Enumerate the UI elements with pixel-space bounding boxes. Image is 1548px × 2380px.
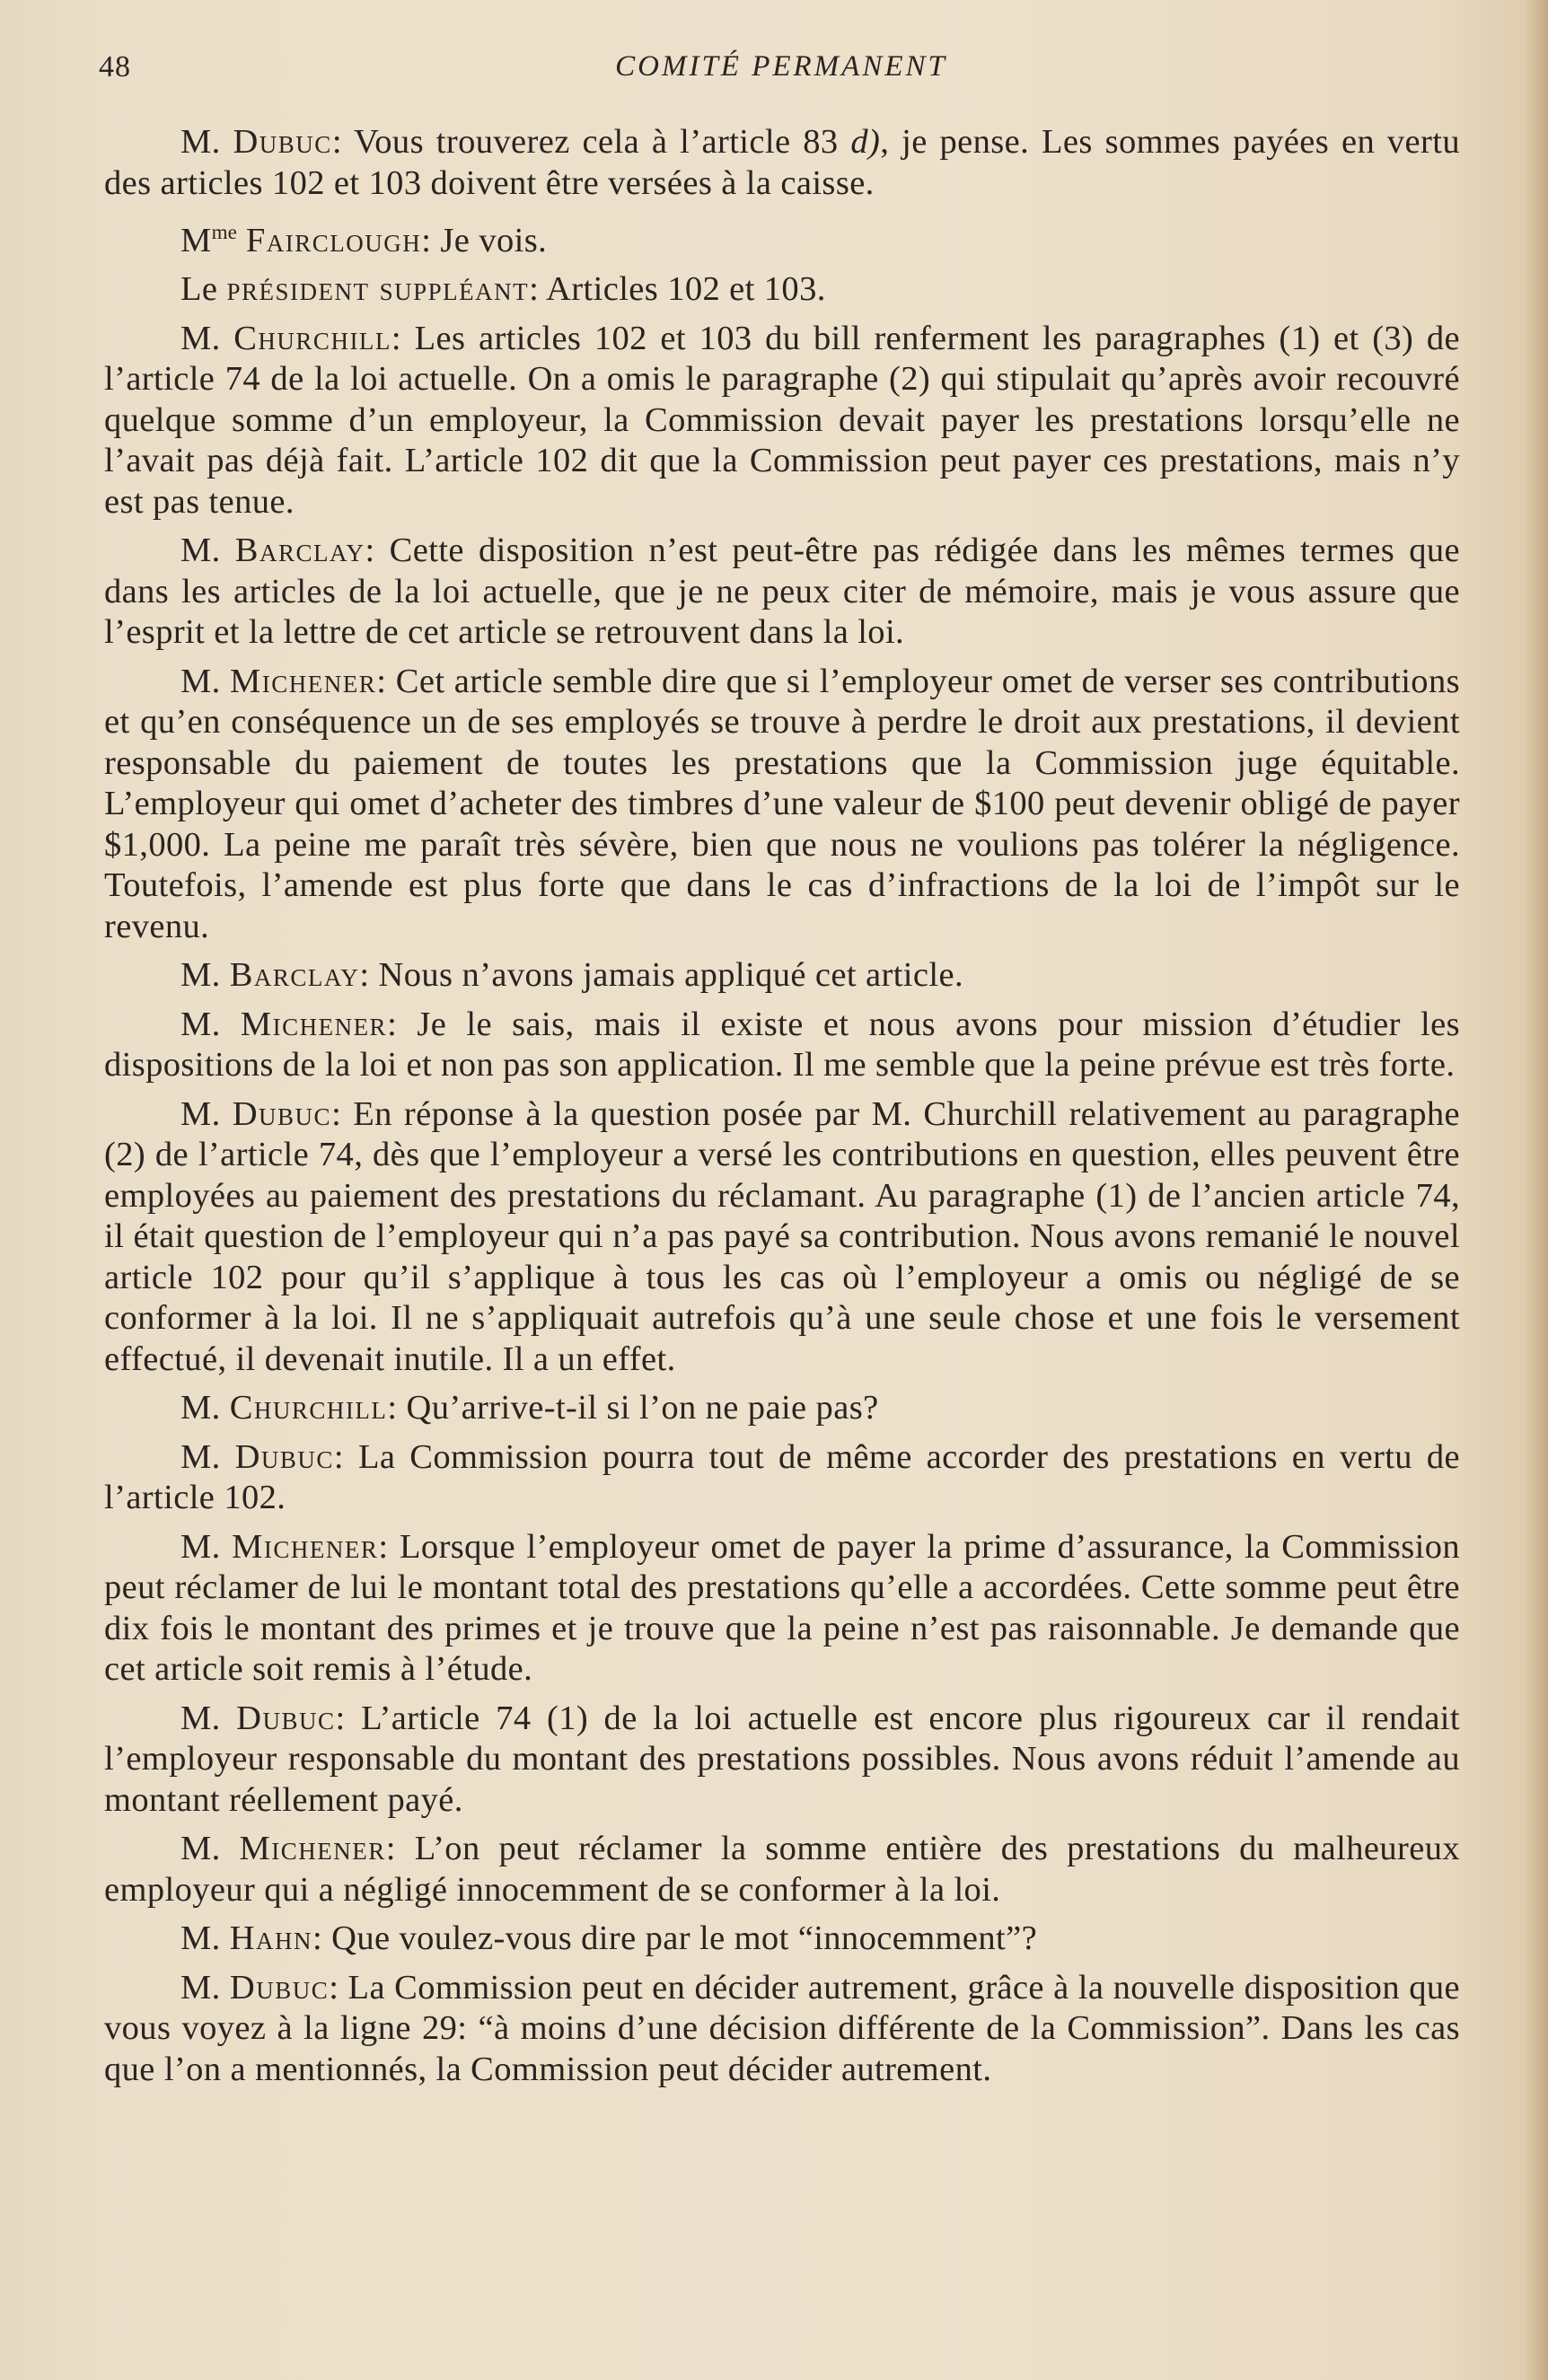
speaker-title: M. (180, 1830, 221, 1868)
speaker-name: Barclay (234, 531, 365, 570)
paragraph: M. Dubuc: La Commission peut en décider autrement, grâce à la nouvelle disposition que vous voyez à la ligne 29: “à moins d’une décision différente de la Commission”. Dans les cas que l’on a mentionnés, la Commission peut décider autrement. (104, 1968, 1460, 2088)
page-number: 48 (99, 50, 131, 83)
paragraph: M. Hahn: Que voulez-vous dire par le mot “innocemment”? (180, 1919, 1038, 1958)
paragraph: M. Michener: Cet article semble dire que si l’employeur omet de verser ses contributions et qu’en conséquence un de ses employés se trouve à perdre le droit aux prestations, il devient responsable du paiement de toutes les prestations que la Commission juge équitable. L’employeur qui omet d’acheter des timbres d’une valeur de $100 peut devenir obligé de payer $1,000. La peine me paraît très sévère, bien que nous ne voulions pas tolérer la négligence. Toutefois, l’amende est plus forte que dans le cas d’infractions de la loi de l’impôt sur le revenu. (104, 662, 1460, 945)
speaker-title: M. (180, 956, 221, 995)
paragraph: M. Churchill: Les articles 102 et 103 du bill renferment les paragraphes (1) et (3) de l’article 74 de la loi actuelle. On a omis le paragraphe (2) qui stipulait qu’après avoir recouvré quelque somme d’un employeur, la Commission devait payer les prestations lorsqu’elle ne l’avait pas déjà fait. L’article 102 dit que la Commission peut payer ces prestations, mais n’y est pas tenue. (104, 319, 1460, 521)
speaker-title: M. (180, 1094, 221, 1133)
speaker-name: Barclay (229, 956, 360, 995)
paragraph-text: Je le sais, mais il existe et nous avons pour mission d’étudier les dispositions de la loi et non pas son application. Il me semble que la peine prévue est très forte. (104, 1005, 1460, 1085)
paragraph: M. Barclay: Nous n’avons jamais appliqué cet article. (180, 956, 963, 995)
paragraph: M. Dubuc: L’article 74 (1) de la loi actuelle est encore plus rigoureux car il rendait l’employeur responsable du montant des prestations possibles. Nous avons réduit l’amende au montant réellement payé. (104, 1699, 1461, 1819)
speaker-name: Hahn (229, 1919, 313, 1958)
paragraph-text: Cette disposition n’est peut-être pas rédigée dans les mêmes termes que dans les articles de la loi actuelle, que je ne peux citer de mémoire, mais je vous assure que l’esprit et la lettre de cet article se retrouvent dans la loi. (104, 531, 1460, 652)
speaker-title: M. (180, 123, 221, 161)
running-head: COMITÉ PERMANENT (615, 50, 947, 83)
paragraph: M. Michener: L’on peut réclamer la somme entière des prestations du malheureux employeur qui a négligé innocemment de se conformer à la loi. (104, 1830, 1460, 1909)
speaker-title: M. (180, 1699, 221, 1737)
paragraph-text: , je pense. Les sommes payées en vertu des articles 102 et 103 doivent être versées à la caisse. (104, 123, 1461, 202)
speaker-name: Michener (240, 1005, 388, 1043)
paragraph: $M^{me}$ Fairclough: Je vois. (180, 220, 548, 259)
speaker-name: Michener (232, 1527, 379, 1566)
speaker-name: Dubuc (234, 1437, 334, 1476)
paragraph: Le président suppléant: Articles 102 et 103. (180, 270, 826, 309)
paragraph-text: Qu’arrive-t-il si l’on ne paie pas? (406, 1389, 879, 1427)
speaker-title: M. (180, 1389, 221, 1427)
speaker-name: Churchill (233, 319, 391, 357)
paragraph-text: Nous n’avons jamais appliqué cet article. (378, 956, 963, 995)
speaker-title: M. (180, 531, 221, 570)
speaker-title: Le (180, 270, 218, 309)
paragraph-italic: d) (850, 123, 881, 161)
speaker-name: président suppléant (226, 270, 530, 309)
paragraph: M. Barclay: Cette disposition n’est peut-être pas rédigée dans les mêmes termes que dans les articles de la loi actuelle, que je ne peux citer de mémoire, mais je vous assure que l’esprit et la lettre de cet article se retrouvent dans la loi. (104, 531, 1460, 652)
speaker-name: Michener (230, 662, 377, 700)
paragraph-text: L’article 74 (1) de la loi actuelle est encore plus rigoureux car il rendait l’employeur responsable du montant des prestations possibles. Nous avons réduit l’amende au montant réellement payé. (104, 1699, 1461, 1819)
speaker-title: M (180, 221, 212, 259)
speaker-title: M. (180, 1527, 221, 1566)
paragraph-text: Je vois. (440, 221, 548, 259)
paragraph: M. Michener: Lorsque l’employeur omet de payer la prime d’assurance, la Commission peut réclamer de lui le montant total des prestations qu’elle a accordées. Cette somme peut être dix fois le montant des primes et je trouve que la peine n’est pas raisonnable. Je demande que cet article soit remis à l’étude. (104, 1527, 1460, 1689)
paragraph-text: Que voulez-vous dire par le mot “innocemment”? (331, 1919, 1038, 1958)
speaker-name: Dubuc (233, 123, 332, 161)
paragraph-text: La Commission pourra tout de même accorder des prestations en vertu de l’article 102. (104, 1437, 1461, 1517)
speaker-title: M. (180, 1919, 221, 1958)
transcript-body (104, 122, 1460, 2098)
speaker-title-superscript: me (211, 220, 237, 243)
speaker-title: M. (180, 1968, 221, 2007)
paragraph: M. Michener: Je le sais, mais il existe et nous avons pour mission d’étudier les dispositions de la loi et non pas son application. Il me semble que la peine prévue est très forte. (104, 1005, 1460, 1085)
speaker-name: Dubuc (232, 1094, 332, 1133)
paragraph-text: Vous trouverez cela à l’article 83 (354, 123, 851, 161)
paragraph-text: L’on peut réclamer la somme entière des prestations du malheureux employeur qui a négligé innocemment de se conformer à la loi. (104, 1830, 1460, 1909)
paragraph: M. Dubuc: Vous trouverez cela à l’article 83 d), je pense. Les sommes payées en vertu des articles 102 et 103 doivent être versées à la caisse. (104, 123, 1461, 202)
speaker-name: Dubuc (236, 1699, 336, 1737)
paragraph-text: La Commission peut en décider autrement, grâce à la nouvelle disposition que vous voyez à la ligne 29: “à moins d’une décision différente de la Commission”. Dans les cas que l’on a mentionnés, la Commission peut décider autrement. (104, 1968, 1460, 2088)
page-header (99, 50, 1464, 104)
speaker-name: Churchill (229, 1389, 388, 1427)
speaker-title: M. (180, 1005, 221, 1043)
paragraph: M. Churchill: Qu’arrive-t-il si l’on ne paie pas? (180, 1389, 879, 1427)
page-edge-shadow (1525, 0, 1548, 2380)
paragraph-text: En réponse à la question posée par M. Churchill relativement au paragraphe (2) de l’article 74, dès que l’employeur a versé les contributions en question, elles peuvent être employées au paiement des prestations du réclamant. Au paragraphe (1) de l’ancien article 74, il était question de l’employeur qui n’a pas payé sa contribution. Nous avons remanié le nouvel article 102 pour qu’il s’applique à tous les cas où l’employeur a omis ou négligé de se conformer à la loi. Il ne s’appliquait autrefois qu’à une seule chose et une fois le versement effectué, il devenait inutile. Il a un effet. (104, 1094, 1460, 1378)
paragraph-text: Cet article semble dire que si l’employeur omet de verser ses contributions et qu’en conséquence un de ses employés se trouve à perdre le droit aux prestations, il devient responsable du paiement de toutes les prestations que la Commission juge équitable. L’employeur qui omet d’acheter des timbres d’une valeur de $100 peut devenir obligé de payer $1,000. La peine me paraît très sévère, bien que nous ne voulions pas tolérer la négligence. Toutefois, l’amende est plus forte que dans le cas d’infractions de la loi de l’impôt sur le revenu. (104, 662, 1460, 945)
speaker-name: Michener (239, 1830, 386, 1868)
paragraph-text: Les articles 102 et 103 du bill renferment les paragraphes (1) et (3) de l’article 74 de la loi actuelle. On a omis le paragraphe (2) qui stipulait qu’après avoir recouvré quelque somme d’un employeur, la Commission devait payer les prestations lorsqu’elle ne l’avait pas déjà fait. L’article 102 dit que la Commission peut payer ces prestations, mais n’y est pas tenue. (104, 319, 1460, 521)
speaker-title: M. (180, 319, 221, 357)
paragraph: M. Dubuc: En réponse à la question posée par M. Churchill relativement au paragraphe (2) de l’article 74, dès que l’employeur a versé les contributions en question, elles peuvent être employées au paiement des prestations du réclamant. Au paragraphe (1) de l’ancien article 74, il était question de l’employeur qui n’a pas payé sa contribution. Nous avons remanié le nouvel article 102 pour qu’il s’applique à tous les cas où l’employeur a omis ou négligé de se conformer à la loi. Il ne s’appliquait autrefois qu’à une seule chose et une fois le versement effectué, il devenait inutile. Il a un effet. (104, 1094, 1460, 1378)
paragraph-text: Articles 102 et 103. (546, 270, 826, 309)
paragraph: M. Dubuc: La Commission pourra tout de même accorder des prestations en vertu de l’article 102. (104, 1437, 1461, 1517)
speaker-name: Fairclough (245, 221, 422, 259)
speaker-title: M. (180, 662, 221, 700)
speaker-name: Dubuc (229, 1968, 330, 2007)
speaker-title: M. (180, 1437, 221, 1476)
paragraph-text: Lorsque l’employeur omet de payer la prime d’assurance, la Commission peut réclamer de lui le montant total des prestations qu’elle a accordées. Cette somme peut être dix fois le montant des primes et je trouve que la peine n’est pas raisonnable. Je demande que cet article soit remis à l’étude. (104, 1527, 1460, 1689)
